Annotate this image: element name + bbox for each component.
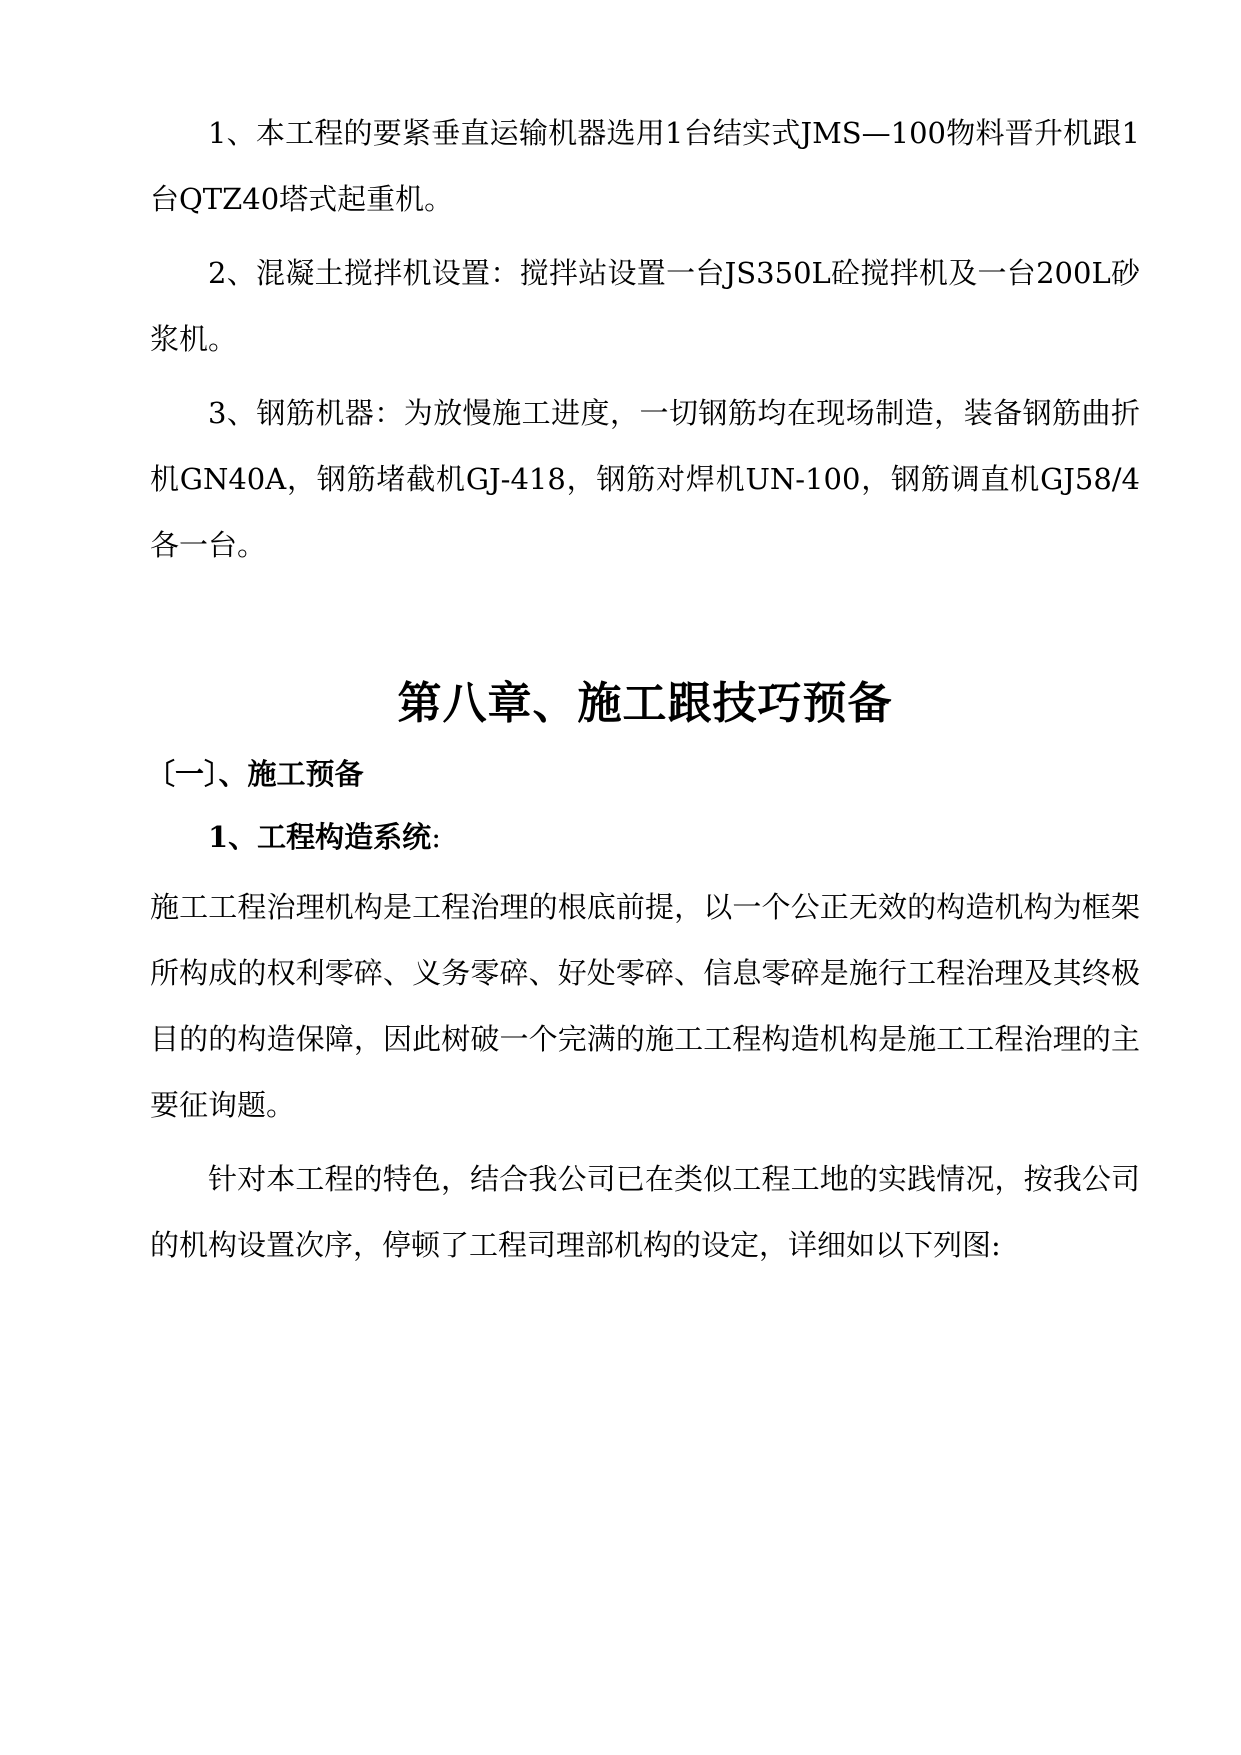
- subsection-colon: :: [431, 820, 441, 854]
- paragraph-vertical-transport: 1、本工程的要紧垂直运输机器选用1台结实式JMS—100物料晋升机跟1台QTZ40塔式起重机。: [150, 116, 1140, 216]
- document-page: [146, 100, 1140, 1286]
- section-title: 〔一〕、施工预备: [146, 757, 364, 791]
- paragraph-rebar-machines: 3、钢筋机器：为放慢施工进度，一切钢筋均在现场制造，装备钢筋曲折机GN40A，钢筋堵截机GJ-418，钢筋对焊机UN-100，钢筋调直机GJ58/4各一台。: [150, 396, 1140, 562]
- paragraph-org-structure: 施工工程治理机构是工程治理的根底前提，以一个公正无效的构造机构为框架所构成的权利零碎、义务零碎、好处零碎、信息零碎是施行工程治理及其终极目的的构造保障，因此树破一个完满的施工工程构造机构是施工工程治理的主要征询题。: [150, 890, 1140, 1122]
- paragraph-concrete-mixer: 2、混凝土搅拌机设置：搅拌站设置一台JS350L砼搅拌机及一台200L砂浆机。: [150, 256, 1140, 356]
- paragraph-org-setup: 针对本工程的特色，结合我公司已在类似工程工地的实践情况，按我公司的机构设置次序，停顿了工程司理部机构的设定，详细如以下列图:: [150, 1162, 1140, 1262]
- subsection-heading: [150, 804, 1140, 870]
- subsection-label: 1、工程构造系统: [208, 820, 432, 854]
- chapter-title: 第八章、施工跟技巧预备: [397, 678, 893, 729]
